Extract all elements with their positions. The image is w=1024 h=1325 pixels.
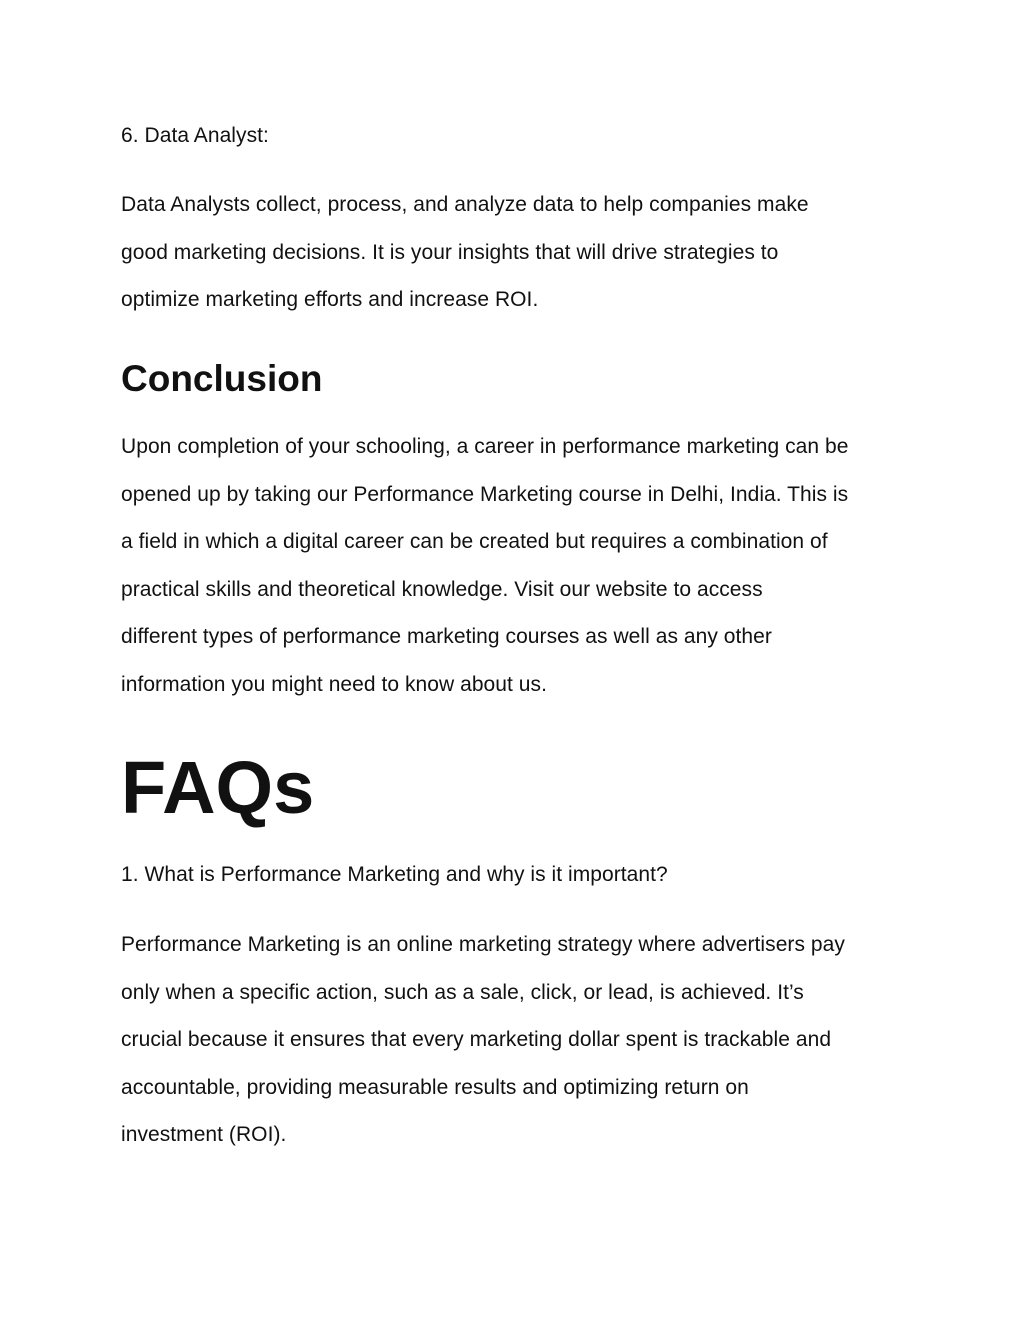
- data-analyst-paragraph: [121, 181, 911, 324]
- conclusion-paragraph: [121, 423, 911, 708]
- paragraph-line: opened up by taking our Performance Marketing course in Delhi, India. This is: [121, 482, 849, 506]
- conclusion-heading: Conclusion: [121, 358, 323, 399]
- paragraph-line: information you might need to know about us.: [121, 672, 547, 696]
- paragraph-line: investment (ROI).: [121, 1123, 287, 1146]
- paragraph-line: practical skills and theoretical knowledge. Visit our website to access: [121, 577, 763, 601]
- paragraph-line: only when a specific action, such as a sale, click, or lead, is achieved. It’s: [121, 980, 804, 1004]
- faq-answer-1-paragraph: [121, 921, 911, 1159]
- paragraph-line: Upon completion of your schooling, a career in performance marketing can be: [121, 435, 849, 458]
- faq-question-1: 1. What is Performance Marketing and why is it important?: [121, 863, 668, 886]
- paragraph-line: good marketing decisions. It is your insights that will drive strategies to: [121, 240, 779, 264]
- paragraph-line: accountable, providing measurable results and optimizing return on: [121, 1075, 749, 1099]
- paragraph-line: crucial because it ensures that every marketing dollar spent is trackable and: [121, 1028, 832, 1051]
- paragraph-line: optimize marketing efforts and increase ROI.: [121, 288, 539, 311]
- paragraph-line: Data Analysts collect, process, and analyze data to help companies make: [121, 193, 809, 216]
- paragraph-line: Performance Marketing is an online marketing strategy where advertisers pay: [121, 933, 845, 956]
- data-analyst-item-heading: 6. Data Analyst:: [121, 124, 269, 147]
- faqs-heading: FAQs: [121, 746, 315, 829]
- paragraph-line: a field in which a digital career can be created but requires a combination of: [121, 530, 828, 553]
- paragraph-line: different types of performance marketing courses as well as any other: [121, 625, 772, 648]
